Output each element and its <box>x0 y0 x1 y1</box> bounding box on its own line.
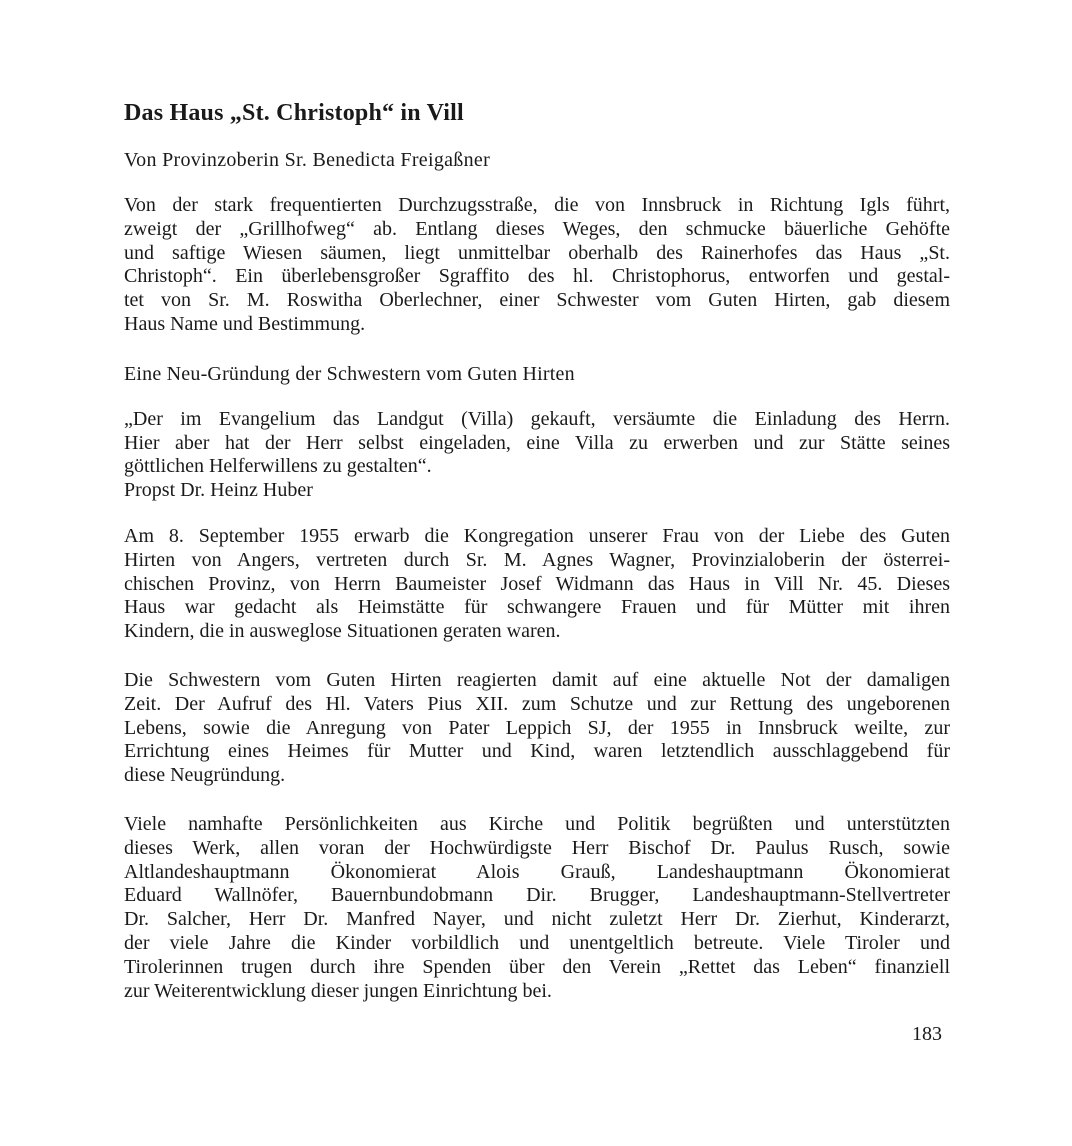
text-line: Viele namhafte Persönlichkeiten aus Kirche und Politik begrüßten und unterstützten <box>124 812 950 835</box>
text-line: tet von Sr. M. Roswitha Oberlechner, einer Schwester vom Guten Hirten, gab diesem <box>124 289 950 312</box>
page-number: 183 <box>912 1023 942 1045</box>
text-line: dieses Werk, allen voran der Hochwürdigste Herr Bischof Dr. Paulus Rusch, sowie <box>124 836 950 859</box>
paragraph-motivation <box>124 669 950 788</box>
text-line: und saftige Wiesen säumen, liegt unmittelbar oberhalb des Rainerhofes das Haus „St. <box>124 241 950 264</box>
text-line: der viele Jahre die Kinder vorbildlich und unentgeltlich betreute. Viele Tiroler und <box>124 931 950 954</box>
section-subheading: Eine Neu-Gründung der Schwestern vom Guten Hirten <box>124 362 575 385</box>
text-line: Errichtung eines Heimes für Mutter und Kind, waren letztendlich ausschlaggebend für <box>124 740 950 763</box>
quote-block <box>124 408 950 503</box>
text-line: „Der im Evangelium das Landgut (Villa) gekauft, versäumte die Einladung des Herrn. <box>124 407 950 430</box>
paragraph-supporters <box>124 813 950 1003</box>
document-title: Das Haus „St. Christoph“ in Vill <box>124 100 464 126</box>
text-line: Haus Name und Bestimmung. <box>124 312 366 335</box>
text-line: Am 8. September 1955 erwarb die Kongregation unserer Frau von der Liebe des Guten <box>124 524 950 547</box>
text-line: Eduard Wallnöfer, Bauernbundobmann Dir. Brugger, Landeshauptmann-Stellvertreter <box>124 884 950 907</box>
text-line: göttlichen Helferwillens zu gestalten“. <box>124 455 432 478</box>
text-line: Tirolerinnen trugen durch ihre Spenden über den Verein „Rettet das Leben“ finanziell <box>124 955 950 978</box>
quote-attribution: Propst Dr. Heinz Huber <box>124 479 313 502</box>
document-page <box>124 96 950 1003</box>
text-line: Dr. Salcher, Herr Dr. Manfred Nayer, und nicht zuletzt Herr Dr. Zierhut, Kinderarzt, <box>124 908 950 931</box>
text-line: diese Neugründung. <box>124 764 286 787</box>
text-line: Die Schwestern vom Guten Hirten reagierten damit auf eine aktuelle Not der damaligen <box>124 668 950 691</box>
text-line: zweigt der „Grillhofweg“ ab. Entlang dieses Weges, den schmucke bäuerliche Gehöfte <box>124 217 950 240</box>
text-line: Von der stark frequentierten Durchzugsstraße, die von Innsbruck in Richtung Igls führt, <box>124 194 950 216</box>
text-line: Lebens, sowie die Anregung von Pater Leppich SJ, der 1955 in Innsbruck weilte, zur <box>124 716 950 739</box>
text-line: zur Weiterentwicklung dieser jungen Einrichtung bei. <box>124 979 552 1002</box>
paragraph-intro <box>124 194 950 337</box>
author-line: Von Provinzoberin Sr. Benedicta Freigaßner <box>124 149 491 171</box>
text-line: chischen Provinz, von Herrn Baumeister Josef Widmann das Haus in Vill Nr. 45. Dieses <box>124 572 950 595</box>
text-line: Zeit. Der Aufruf des Hl. Vaters Pius XII. zum Schutze und zur Rettung des ungeborenen <box>124 692 950 715</box>
text-line: Hirten von Angers, vertreten durch Sr. M. Agnes Wagner, Provinzialoberin der österrei- <box>124 548 950 571</box>
paragraph-acquisition <box>124 525 950 644</box>
text-line: Christoph“. Ein überlebensgroßer Sgraffito des hl. Christophorus, entworfen und gestal- <box>124 265 950 288</box>
text-line: Kindern, die in ausweglose Situationen geraten waren. <box>124 620 561 643</box>
text-line: Altlandeshauptmann Ökonomierat Alois Grauß, Landeshauptmann Ökonomierat <box>124 860 950 883</box>
text-line: Haus war gedacht als Heimstätte für schwangere Frauen und für Mütter mit ihren <box>124 596 950 619</box>
text-line: Hier aber hat der Herr selbst eingeladen, eine Villa zu erwerben und zur Stätte seines <box>124 431 950 454</box>
